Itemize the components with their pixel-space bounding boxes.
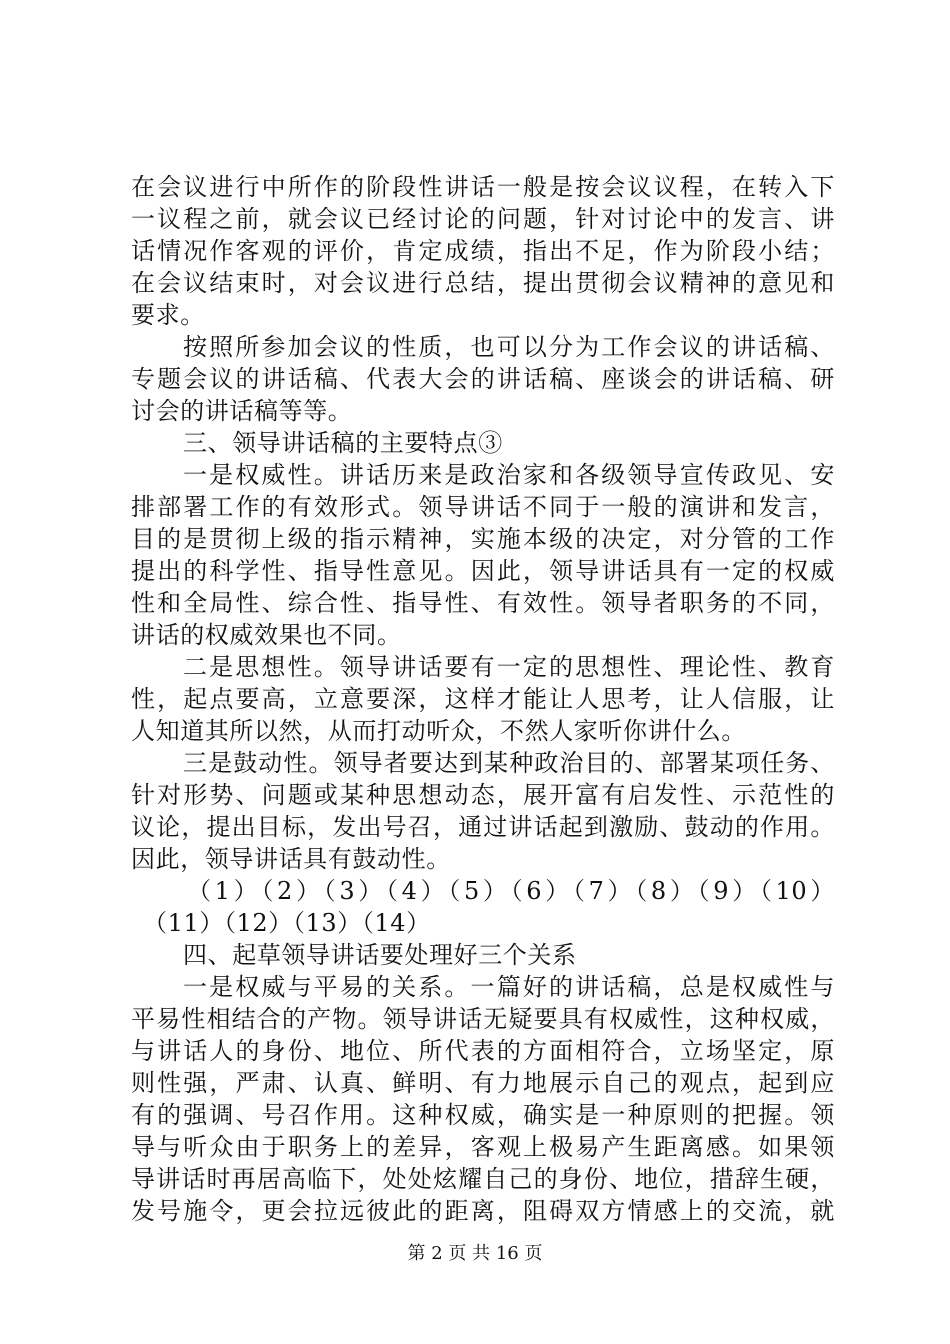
text-line: 话情况作客观的评价，肯定成绩，指出不足，作为阶段小结；	[131, 237, 835, 265]
text-line: 平易性相结合的产物。领导讲话无疑要具有权威性，这种权威，	[131, 1005, 835, 1033]
text-line: 排部署工作的有效形式。领导讲话不同于一般的演讲和发言，	[131, 493, 835, 521]
text-line: 提出的科学性、指导性意见。因此，领导讲话具有一定的权威	[131, 557, 835, 585]
text-line: 性和全局性、综合性、指导性、有效性。领导者职务的不同，	[131, 589, 835, 617]
text-line: 因此，领导讲话具有鼓动性。	[131, 845, 451, 873]
text-line: 则性强，严肃、认真、鲜明、有力地展示自己的观点，起到应	[131, 1069, 835, 1097]
paragraph-first-line: 二是思想性。领导讲话要有一定的思想性、理论性、教育	[183, 653, 835, 681]
text-line: 针对形势、问题或某种思想动态，展开富有启发性、示范性的	[131, 781, 835, 809]
document-body	[131, 171, 835, 1227]
paragraph-first-line: 一是权威与平易的关系。一篇好的讲话稿，总是权威性与	[183, 973, 835, 1001]
text-line: 性，起点要高，立意要深，这样才能让人思考，让人信服，让	[131, 685, 835, 713]
text-line: 议论，提出目标，发出号召，通过讲话起到激励、鼓动的作用。	[131, 813, 835, 841]
text-line: 导讲话时再居高临下，处处炫耀自己的身份、地位，措辞生硬，	[131, 1165, 835, 1193]
text-line: 在会议进行中所作的阶段性讲话一般是按会议议程，在转入下	[131, 173, 835, 201]
footnote-markers: （1）（2）（3）（4）（5）（6）（7）（8）（9）（10）	[187, 877, 835, 905]
text-line: 目的是贯彻上级的指示精神，实施本级的决定，对分管的工作	[131, 525, 835, 553]
page-number-footer: 第 2 页 共 16 页	[407, 1243, 543, 1264]
text-line: 讲话的权威效果也不同。	[131, 621, 402, 649]
text-line: 专题会议的讲话稿、代表大会的讲话稿、座谈会的讲话稿、研	[131, 365, 835, 393]
text-line: 在会议结束时，对会议进行总结，提出贯彻会议精神的意见和	[131, 269, 835, 297]
paragraph-first-line: 一是权威性。讲话历来是政治家和各级领导宣传政见、安	[183, 461, 835, 489]
section-heading: 四、起草领导讲话要处理好三个关系	[183, 941, 577, 969]
text-line: 发号施令，更会拉远彼此的距离，阻碍双方情感上的交流，就	[131, 1197, 835, 1225]
text-line: 要求。	[131, 301, 205, 329]
footnote-markers: （11）（12）（13）（14）	[143, 909, 431, 937]
section-heading: 三、领导讲话稿的主要特点③	[183, 429, 503, 457]
text-line: 导与听众由于职务上的差异，客观上极易产生距离感。如果领	[131, 1133, 835, 1161]
text-line: 有的强调、号召作用。这种权威，确实是一种原则的把握。领	[131, 1101, 835, 1129]
text-line: 人知道其所以然，从而打动听众，不然人家听你讲什么。	[131, 717, 746, 745]
text-line: 一议程之前，就会议已经讨论的问题，针对讨论中的发言、讲	[131, 205, 835, 233]
paragraph-first-line: 三是鼓动性。领导者要达到某种政治目的、部署某项任务、	[183, 749, 835, 777]
text-line: 讨会的讲话稿等等。	[131, 397, 353, 425]
text-line: 与讲话人的身份、地位、所代表的方面相符合，立场坚定，原	[131, 1037, 835, 1065]
paragraph-first-line: 按照所参加会议的性质，也可以分为工作会议的讲话稿、	[183, 333, 835, 361]
